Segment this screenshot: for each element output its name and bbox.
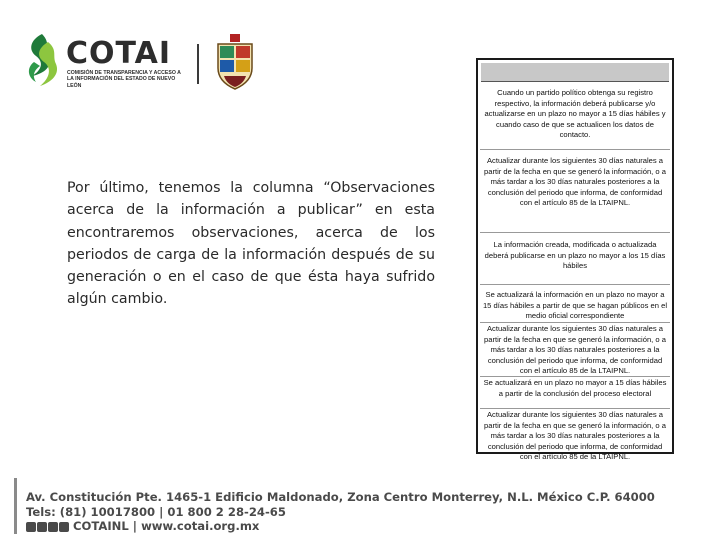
footer-address: Av. Constitución Pte. 1465-1 Edificio Maldonado, Zona Centro Monterrey, N.L. México C.P. 64000 xyxy=(26,490,655,504)
body-paragraph: Por último, tenemos la columna “Observaciones acerca de la información a publicar” en esta encontraremos observaciones, acerca de los periodos de carga de la información después de su generación o en el caso de que ésta haya sufrido algún cambio. xyxy=(67,180,435,308)
social-icons xyxy=(26,521,70,535)
row-divider xyxy=(480,408,670,409)
table-header xyxy=(481,63,669,82)
row-divider xyxy=(480,149,670,150)
website-link[interactable]: www.cotai.org.mx xyxy=(141,519,260,533)
instagram-icon xyxy=(59,522,69,532)
brand-subtitle: COMISIÓN DE TRANSPARENCIA Y ACCESO A LA INFORMACIÓN DEL ESTADO DE NUEVO LEÓN xyxy=(67,70,181,89)
brand-name: COTAI xyxy=(66,36,172,71)
row-divider xyxy=(480,376,670,377)
table-row: Se actualizará en un plazo no mayor a 15 días hábiles a partir de la conclusión del proceso electoral xyxy=(483,378,667,398)
observations-table xyxy=(476,58,674,462)
footer-accent-bar xyxy=(14,478,17,534)
coat-of-arms-icon xyxy=(212,34,258,90)
facebook-icon xyxy=(37,522,47,532)
footer-phones: Tels: (81) 10017800 | 01 800 2 28-24-65 xyxy=(26,505,286,519)
table-row: Se actualizará la información en un plazo no mayor a 15 días hábiles a partir de que se hagan públicos en el medio oficial correspondiente xyxy=(482,290,668,321)
row-divider xyxy=(480,322,670,323)
table-row: Actualizar durante los siguientes 30 días naturales a partir de la fecha en que se generó la información, o a más tardar a los 30 días naturales posteriores a la conclusión del periodo que informa, de conformidad con el artículo 85 de la LTAIPNL. xyxy=(484,410,666,462)
table-row: Cuando un partido político obtenga su registro respectivo, la información deberá publicarse y/o actualizarse en un plazo no mayor a 15 días hábiles y cuando caso de que se actualicen los datos de contacto. xyxy=(484,88,666,140)
table-row: La información creada, modificada o actualizada deberá publicarse en un plazo no mayor a los 15 días hábiles xyxy=(484,240,666,271)
table-row: Actualizar durante los siguientes 30 días naturales a partir de la fecha en que se generó la información, o a más tardar a los 30 días naturales posteriores a la conclusión del periodo que informa, de conformidad con el artículo 85 de la LTAIPNL. xyxy=(484,156,666,208)
cotai-logo-icon xyxy=(22,32,64,92)
footer-separator: | xyxy=(132,519,138,533)
row-divider xyxy=(480,284,670,285)
row-divider xyxy=(480,232,670,233)
social-handle[interactable]: COTAINL xyxy=(73,519,129,533)
footer-contact xyxy=(26,519,259,535)
table-row: Actualizar durante los siguientes 30 días naturales a partir de la fecha en que se generó la información, o a más tardar a los 30 días naturales posteriores a la conclusión del periodo que informa, de conformidad con el artículo 85 de la LTAIPNL. xyxy=(484,324,666,376)
youtube-icon xyxy=(48,522,58,532)
twitter-icon xyxy=(26,522,36,532)
logo-divider xyxy=(197,44,199,84)
header-logo xyxy=(22,30,262,96)
